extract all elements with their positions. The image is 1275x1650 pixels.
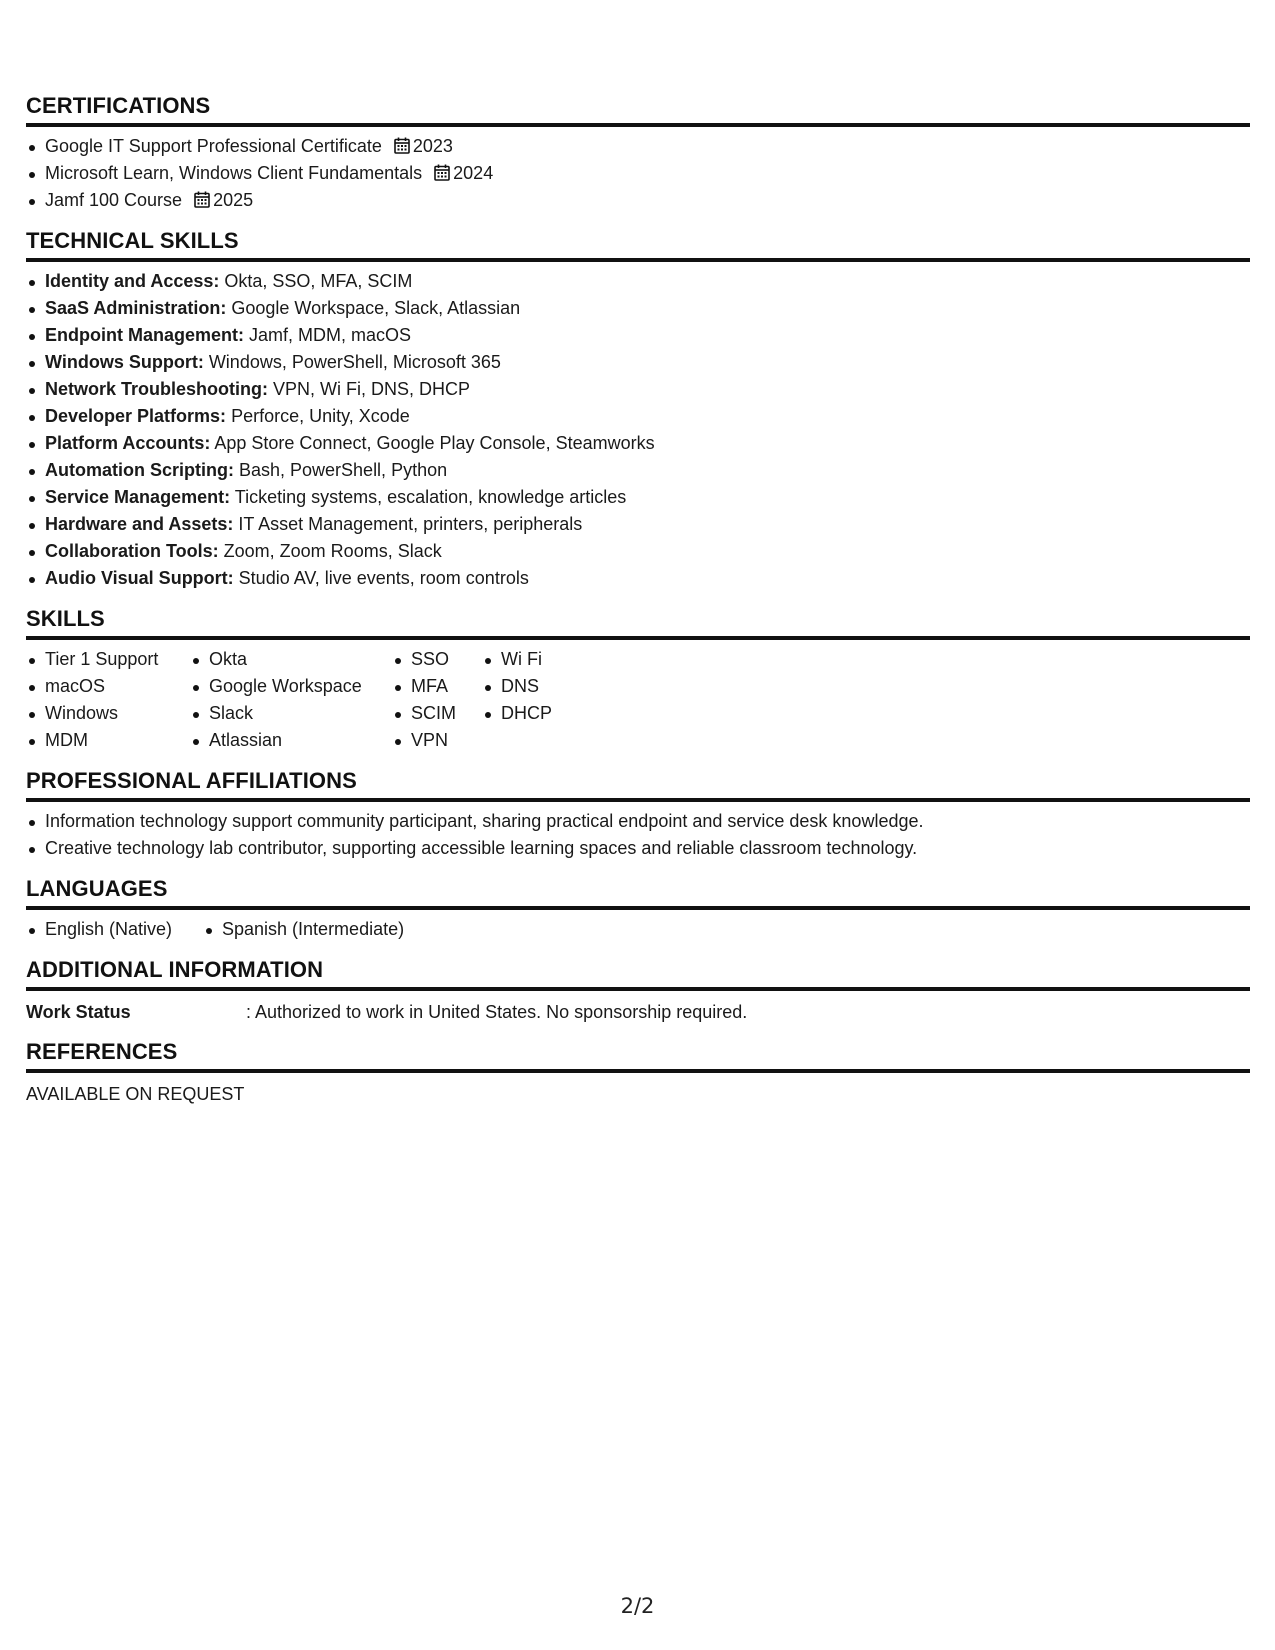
technical-skill-item bbox=[26, 349, 1250, 376]
technical-skill-label: Platform Accounts: bbox=[45, 433, 211, 453]
skill-item: SSO bbox=[392, 646, 482, 673]
resume-page bbox=[26, 93, 1250, 1121]
technical-skill-label: Endpoint Management: bbox=[45, 325, 244, 345]
technical-skill-item bbox=[26, 403, 1250, 430]
languages-row bbox=[26, 916, 1250, 943]
technical-skill-item bbox=[26, 565, 1250, 592]
references-text: AVAILABLE ON REQUEST bbox=[26, 1084, 245, 1104]
technical-skill-value: Jamf, MDM, macOS bbox=[244, 325, 412, 345]
technical-skill-label: Identity and Access: bbox=[45, 271, 220, 291]
technical-skill-item bbox=[26, 430, 1250, 457]
technical-skill-label: Collaboration Tools: bbox=[45, 541, 219, 561]
technical-skill-item bbox=[26, 268, 1250, 295]
technical-skill-label: Windows Support: bbox=[45, 352, 204, 372]
technical-skill-item bbox=[26, 484, 1250, 511]
technical-skill-item bbox=[26, 538, 1250, 565]
work-status-label: Work Status bbox=[26, 1002, 131, 1022]
technical-skill-item bbox=[26, 457, 1250, 484]
technical-skill-value: Perforce, Unity, Xcode bbox=[226, 406, 410, 426]
technical-skill-label: Network Troubleshooting: bbox=[45, 379, 268, 399]
skills-column bbox=[26, 646, 190, 754]
technical-skill-label: Audio Visual Support: bbox=[45, 568, 234, 588]
technical-skill-label: Service Management: bbox=[45, 487, 231, 507]
references-section bbox=[26, 1039, 1250, 1107]
certification-year: 2025 bbox=[213, 190, 254, 210]
technical-skill-value: Ticketing systems, escalation, knowledge articles bbox=[230, 487, 627, 507]
skill-item: DHCP bbox=[482, 700, 602, 727]
technical-skill-item bbox=[26, 511, 1250, 538]
technical-skill-value: Zoom, Zoom Rooms, Slack bbox=[218, 541, 442, 561]
certification-year: 2023 bbox=[412, 136, 453, 156]
technical-skill-value: Okta, SSO, MFA, SCIM bbox=[219, 271, 413, 291]
skill-item: Okta bbox=[190, 646, 392, 673]
section-title-certifications: CERTIFICATIONS bbox=[26, 93, 1250, 127]
certification-name: Google IT Support Professional Certificate bbox=[45, 136, 382, 156]
section-title-references: REFERENCES bbox=[26, 1039, 1250, 1073]
technical-skills-list bbox=[26, 268, 1250, 592]
technical-skill-value: Bash, PowerShell, Python bbox=[233, 460, 448, 480]
skill-item: DNS bbox=[482, 673, 602, 700]
work-status-value: : Authorized to work in United States. No sponsorship required. bbox=[246, 1002, 748, 1022]
skill-item: Windows bbox=[26, 700, 190, 727]
calendar-icon bbox=[194, 191, 210, 208]
page-number: 2/2 bbox=[620, 1594, 655, 1618]
affiliations-section bbox=[26, 768, 1250, 862]
skill-item: MFA bbox=[392, 673, 482, 700]
technical-skill-value: Windows, PowerShell, Microsoft 365 bbox=[203, 352, 501, 372]
section-title-languages: LANGUAGES bbox=[26, 876, 1250, 910]
work-status-row bbox=[26, 999, 1250, 1025]
technical-skill-value: Google Workspace, Slack, Atlassian bbox=[226, 298, 521, 318]
calendar-icon bbox=[394, 137, 410, 154]
technical-skill-label: SaaS Administration: bbox=[45, 298, 227, 318]
technical-skill-label: Automation Scripting: bbox=[45, 460, 234, 480]
skill-item: macOS bbox=[26, 673, 190, 700]
language-column bbox=[26, 916, 203, 943]
calendar-icon bbox=[434, 164, 450, 181]
affiliation-item: Information technology support community participant, sharing practical endpoint and service desk knowledge. bbox=[26, 808, 1250, 835]
technical-skills-section bbox=[26, 228, 1250, 592]
technical-skill-value: VPN, Wi Fi, DNS, DHCP bbox=[268, 379, 471, 399]
technical-skill-value: IT Asset Management, printers, peripherals bbox=[233, 514, 583, 534]
skill-item: Wi Fi bbox=[482, 646, 602, 673]
certifications-list bbox=[26, 133, 1250, 214]
skill-item: Atlassian bbox=[190, 727, 392, 754]
language-column bbox=[203, 916, 404, 943]
skill-item: Slack bbox=[190, 700, 392, 727]
skill-item: Google Workspace bbox=[190, 673, 392, 700]
technical-skill-label: Developer Platforms: bbox=[45, 406, 227, 426]
technical-skill-value: Studio AV, live events, room controls bbox=[233, 568, 529, 588]
skills-column bbox=[392, 646, 482, 754]
affiliations-list bbox=[26, 808, 1250, 862]
skill-item: MDM bbox=[26, 727, 190, 754]
additional-information-section bbox=[26, 957, 1250, 1025]
certification-year: 2024 bbox=[453, 163, 494, 183]
technical-skill-value: App Store Connect, Google Play Console, Steamworks bbox=[210, 433, 655, 453]
skill-item: Tier 1 Support bbox=[26, 646, 190, 673]
language-item: Spanish (Intermediate) bbox=[203, 916, 404, 943]
technical-skill-item bbox=[26, 322, 1250, 349]
certification-item bbox=[26, 133, 1250, 160]
skills-column bbox=[190, 646, 392, 754]
skills-grid bbox=[26, 646, 1250, 754]
section-title-technical-skills: TECHNICAL SKILLS bbox=[26, 228, 1250, 262]
skills-column bbox=[482, 646, 602, 754]
skills-section bbox=[26, 606, 1250, 754]
skill-item: SCIM bbox=[392, 700, 482, 727]
affiliation-item: Creative technology lab contributor, supporting accessible learning spaces and reliable classroom technology. bbox=[26, 835, 1250, 862]
languages-section bbox=[26, 876, 1250, 943]
section-title-additional-information: ADDITIONAL INFORMATION bbox=[26, 957, 1250, 991]
certifications-section bbox=[26, 93, 1250, 214]
technical-skill-label: Hardware and Assets: bbox=[45, 514, 234, 534]
technical-skill-item bbox=[26, 376, 1250, 403]
skill-item: VPN bbox=[392, 727, 482, 754]
certification-item bbox=[26, 187, 1250, 214]
language-item: English (Native) bbox=[26, 916, 203, 943]
certification-name: Jamf 100 Course bbox=[45, 190, 183, 210]
section-title-skills: SKILLS bbox=[26, 606, 1250, 640]
certification-name: Microsoft Learn, Windows Client Fundamentals bbox=[45, 163, 423, 183]
certification-item bbox=[26, 160, 1250, 187]
technical-skill-item bbox=[26, 295, 1250, 322]
section-title-affiliations: PROFESSIONAL AFFILIATIONS bbox=[26, 768, 1250, 802]
